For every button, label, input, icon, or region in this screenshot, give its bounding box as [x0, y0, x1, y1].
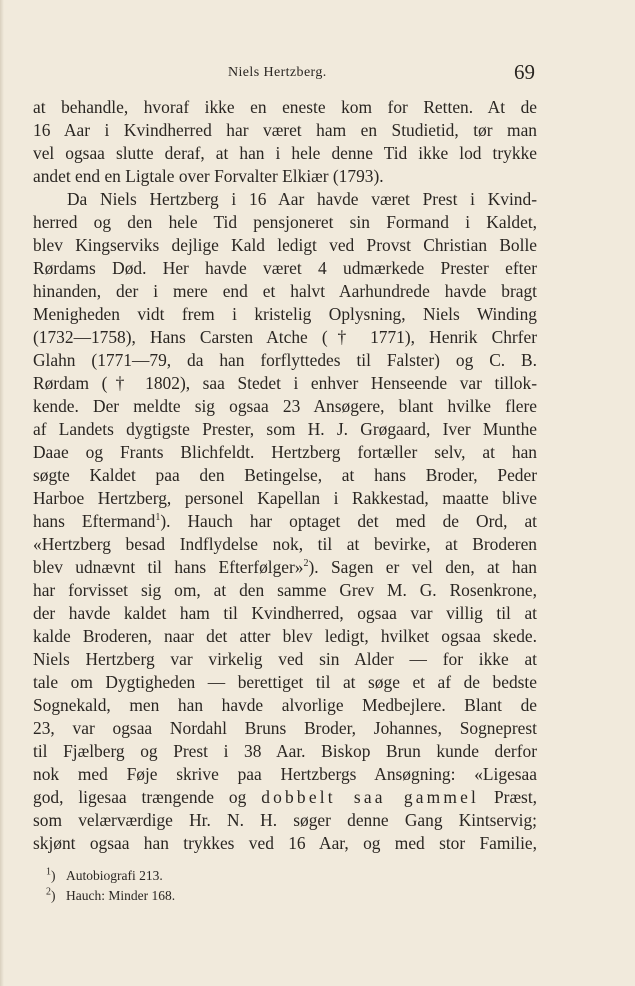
text-line: blev Kingserviks dejlige Kald ledigt ved Provst Christian Bolle	[33, 235, 537, 255]
text-run: god, ligesaa trængende og	[33, 787, 247, 807]
running-title: Niels Hertzberg.	[228, 65, 327, 80]
text-run: ). Sagen er vel den, at han	[308, 557, 537, 577]
footnote-mark: 2	[46, 886, 51, 898]
paragraph-start-line: Da Niels Hertzberg i 16 Aar havde været Prest i Kvind-	[67, 189, 537, 209]
text-line: kende. Der meldte sig ogsaa 23 Ansøgere, blant hvilke flere	[33, 396, 537, 416]
page-edge	[0, 0, 4, 986]
page-header	[0, 60, 635, 86]
text-line-with-footnote	[33, 510, 537, 533]
text-line: herred og den hele Tid pensjoneret sin Formand i Kaldet,	[33, 212, 537, 232]
text-line: «Hertzberg besad Indflydelse nok, til at bevirke, at Broderen	[33, 534, 537, 554]
text-line-with-footnote	[33, 556, 537, 579]
text-line: tale om Dygtigheden — berettiget til at søge et af de bedste	[33, 672, 537, 692]
footnotes	[46, 866, 526, 906]
text-run: blev udnævnt til hans Efterfølger»	[33, 557, 304, 577]
text-line: til Fjælberg og Prest i 38 Aar. Biskop Brun kunde derfor	[33, 741, 537, 761]
spaced-emphasis: dobbelt saa gammel	[261, 787, 480, 807]
text-line: Menigheden vidt frem i kristelig Oplysning, Niels Winding	[33, 304, 537, 324]
footnote-ref: 2	[303, 558, 309, 570]
text-line: Sognekald, men han havde alvorlige Medbejlere. Blant de	[33, 695, 537, 715]
text-line: Harboe Hertzberg, personel Kapellan i Rakkestad, maatte blive	[33, 488, 537, 508]
text-run: Præst,	[493, 787, 537, 807]
text-line: Rørdams Død. Her havde været 4 udmærkede Prester efter	[33, 258, 537, 278]
text-line: at behandle, hvoraf ikke en eneste kom for Retten. At de	[33, 97, 537, 117]
footnote-text: Hauch: Minder 168.	[66, 888, 176, 903]
footnote: $^2$) Hauch: Minder 168.	[46, 886, 176, 903]
text-line: Niels Hertzberg var virkelig ved sin Alder — for ikke at	[33, 649, 537, 669]
footnote-ref: 1	[155, 512, 161, 524]
text-line: nok med Føje skrive paa Hertzbergs Ansøgning: «Ligesaa	[33, 764, 537, 784]
text-line: Glahn (1771—79, da han forflyttedes til Falster) og C. B.	[33, 350, 537, 370]
text-run: hans Eftermand	[33, 511, 156, 531]
text-line: Rørdam († 1802), saa Stedet i enhver Henseende var tillok-	[33, 373, 537, 393]
text-line: Daae og Frants Blichfeldt. Hertzberg fortæller selv, at han	[33, 442, 537, 462]
text-line: hinanden, der i mere end et halvt Aarhundrede havde bragt	[33, 281, 537, 301]
text-line: andet end en Ligtale over Forvalter Elkiær (1793).	[33, 166, 384, 186]
text-line: har forvisset sig om, at den samme Grev M. G. Rosenkrone,	[33, 580, 537, 600]
text-run: ). Hauch har optaget det med de Ord, at	[160, 511, 537, 531]
text-line: 23, var ogsaa Nordahl Bruns Broder, Johannes, Sogneprest	[33, 718, 537, 738]
page-number: 69	[514, 60, 535, 84]
footnote-text: Autobiografi 213.	[66, 868, 163, 883]
text-line: skjønt ogsaa han trykkes ved 16 Aar, og med stor Familie,	[33, 833, 537, 853]
text-line: 16 Aar i Kvindherred har været ham en Studietid, tør man	[33, 120, 537, 140]
text-line: (1732—1758), Hans Carsten Atche († 1771), Henrik Chrfer	[33, 327, 537, 347]
text-line: der havde kaldet ham til Kvindherred, ogsaa var villig til at	[33, 603, 537, 623]
text-line: af Landets dygtigste Prester, som H. J. Grøgaard, Iver Munthe	[33, 419, 537, 439]
text-line: kalde Broderen, naar det atter blev ledigt, hvilket ogsaa skede.	[33, 626, 537, 646]
text-line: vel ogsaa slutte deraf, at han i hele denne Tid ikke lod trykke	[33, 143, 537, 163]
text-line-spaced	[33, 786, 537, 809]
footnote-mark: 1	[46, 866, 51, 878]
text-line: som velærværdige Hr. N. H. søger denne Gang Kintservig;	[33, 810, 537, 830]
body-text	[33, 96, 537, 855]
footnote: $^1$) Autobiografi 213.	[46, 866, 163, 883]
text-line: søgte Kaldet paa den Betingelse, at hans Broder, Peder	[33, 465, 537, 485]
